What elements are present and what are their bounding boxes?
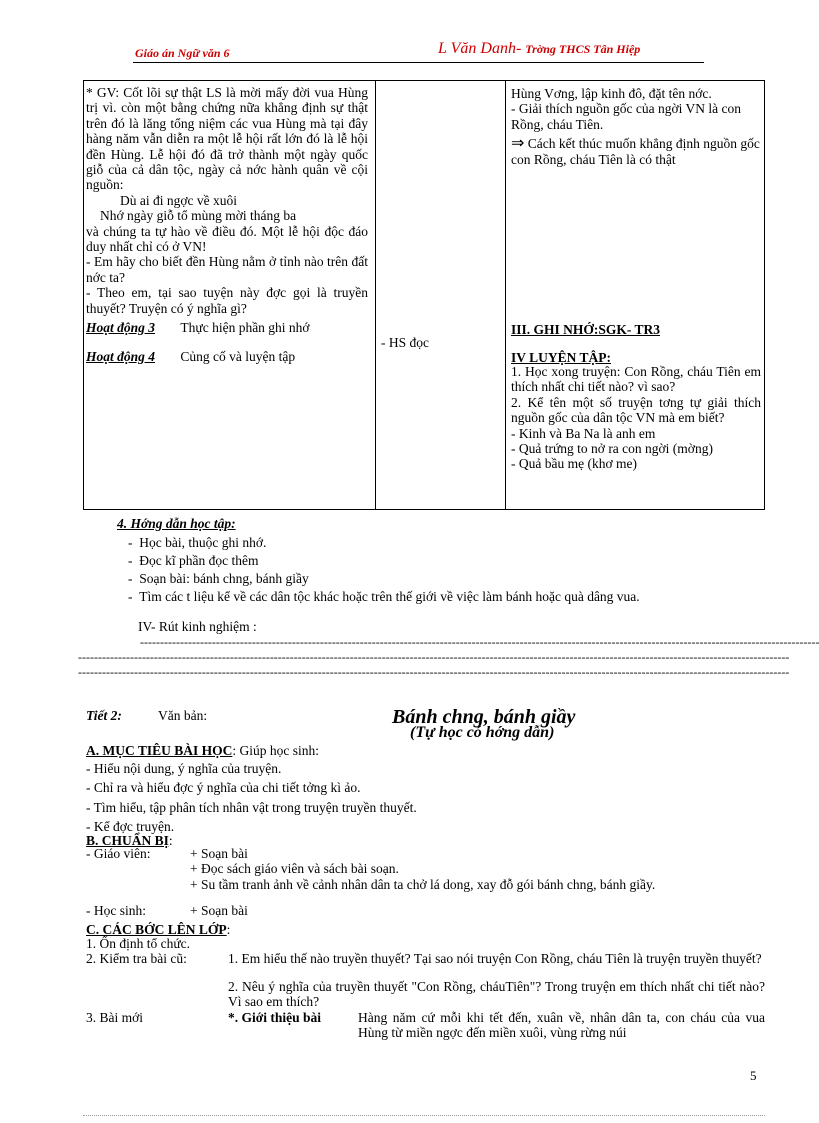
guide-item-1: Học bài, thuộc ghi nhớ.: [139, 535, 267, 550]
activity-3: [86, 320, 368, 335]
practice-q2: 2. Kể tên một số truyện tơng tự giải thích nguồn gốc của dân tộc VN mà em biết?: [511, 394, 761, 426]
section-b-heading: B. CHUẨN BỊ: [86, 833, 169, 848]
section-c-tail: :: [226, 922, 231, 937]
section-a-heading: A. MỤC TIÊU BÀI HỌC: [86, 743, 233, 758]
dotted-line-1: --------------------------------------------------------------------------------------------------------------------------------------------------------------------------: [140, 635, 819, 649]
practice-a3: - Quả bầu mẹ (khơ me): [511, 456, 637, 472]
col1-paragraph: và chúng ta tự hào về điều đó. Một lễ hội độc đáo duy nhất chỉ có ở VN!: [86, 223, 368, 255]
experience-label: IV- Rút kinh nghiệm :: [138, 619, 257, 634]
teacher-prep-2: + Đọc sách giáo viên và sách bài soạn.: [190, 861, 399, 877]
header-author: L Văn Danh-: [438, 40, 522, 57]
teacher-prep: [190, 846, 750, 892]
col3-conclusion: Cách kết thúc muốn khẳng định nguồn gốc con Rồng, cháu Tiên là có thật: [511, 136, 760, 167]
text-type-label: Văn bản:: [158, 708, 208, 723]
teacher-label: - Giáo viên:: [86, 846, 151, 861]
intro-label: *. Giới thiệu bài: [228, 1010, 321, 1025]
practice-a2: - Quả trứng to nở ra con ngời (mờng): [511, 441, 713, 457]
table-col3-bottom: [511, 364, 761, 472]
teacher-prep-3: + Su tầm tranh ảnh về cảnh nhân dân ta chở lá dong, xay đỗ gói bánh chng, bánh giầy.: [190, 876, 656, 892]
verse-line-2: Nhớ ngày giỗ tổ mùng mời tháng ba: [100, 208, 297, 224]
guide-item-2: Đọc kĩ phần đọc thêm: [139, 553, 259, 568]
step-2-q2: 2. Nêu ý nghĩa của truyền thuyết "Con Rồng, cháuTiên"? Trong truyện em thích nhất chi tiết nào? Vì sao em thích?: [228, 979, 765, 1010]
lesson-title: Bánh chng, bánh giầy: [392, 706, 576, 728]
header-right: [438, 40, 640, 58]
verse-line-1: Dù ai đi ngợc về xuôi: [120, 192, 237, 208]
table-col1: [86, 85, 368, 316]
page-bottom-border: [83, 1115, 765, 1116]
student-prep: + Soạn bài: [190, 903, 248, 918]
col3-line-2: - Giải thích nguồn gốc của ngời VN là con Rồng, cháu Tiên.: [511, 101, 741, 132]
bullet: -: [128, 535, 133, 550]
practice-q1: 1. Học xong truyện: Con Rồng, cháu Tiên em thích nhất chi tiết nào? vì sao?: [511, 364, 761, 395]
step-3-label: 3. Bài mới: [86, 1010, 144, 1025]
activity-3-label: Hoạt động 3: [86, 320, 156, 335]
section-3-heading: III. GHI NHỚ:SGK- TR3: [511, 322, 661, 337]
guide-list: [128, 534, 640, 606]
guide-heading: 4. Hớng dẫn học tập:: [117, 516, 236, 531]
table-divider-2: [505, 80, 506, 510]
section-c-heading: C. CÁC BỚC LÊN LỚP: [86, 922, 227, 937]
col1-question-2: - Theo em, tại sao tuyện này đợc gọi là truyền thuyết? Truyện có ý nghĩa gì?: [86, 285, 368, 316]
header-rule: [133, 62, 704, 63]
goal-1: - Hiểu nội dung, ý nghĩa của truyện.: [86, 761, 282, 776]
section-4-heading: IV LUYỆN TẬP:: [511, 350, 612, 365]
page-number: 5: [750, 1068, 757, 1083]
activity-4: [86, 349, 368, 364]
section-a: [86, 743, 319, 758]
bullet: -: [128, 589, 133, 604]
arrow-icon: ⇒: [511, 135, 525, 153]
intro-text: Hàng năm cứ mỗi khi tết đến, xuân về, nhân dân ta, con cháu của vua Hùng từ miền ngợc đến miền xuôi, vùng rừng núi: [358, 1010, 765, 1041]
table-divider-1: [375, 80, 376, 510]
guide-item-4: Tìm các t liệu kể về các dân tộc khác hoặc trên thế giới về việc làm bánh hoặc quà dâng vua.: [139, 589, 640, 604]
teacher-note: * GV: Cốt lõi sự thật LS là mời mấy đời vua Hùng trị vì. còn một bằng chứng nữa khẳng định sự thật trên đó là lăng tổng niệm các vua Hùng mà tại đây hàng năm vẫn diễn ra một lễ hội rất lớn đó là lễ hội đền Hùng. Lễ hội đó đã trở thành một ngày quốc giỗ của cả dân tộc, ngày cả nớc hành quân về cội nguồn:: [86, 85, 368, 193]
section-a-tail: : Giúp học sinh:: [232, 743, 320, 758]
header-school: Trờng THCS Tân Hiệp: [525, 42, 641, 56]
step-2-label: 2. Kiểm tra bài cũ:: [86, 951, 187, 966]
lesson-number: Tiết 2:: [86, 708, 122, 723]
header-left: Giáo án Ngữ văn 6: [135, 46, 230, 60]
goal-4: - Kể đợc truyện.: [86, 819, 175, 835]
teacher-prep-1: + Soạn bài: [190, 846, 248, 861]
guide-item-3: Soạn bài: bánh chng, bánh giầy: [139, 571, 309, 586]
step-1: 1. Ổn định tổ chức.: [86, 936, 191, 951]
col3-line-1: Hùng Vơng, lập kinh đô, đặt tên nớc.: [511, 86, 712, 101]
lesson-subtitle: (Tự học có hớng dẫn): [410, 724, 555, 741]
activity-3-text: Thực hiện phần ghi nhớ: [180, 320, 310, 335]
bullet: -: [128, 553, 133, 568]
dotted-line-3: ----------------------------------------------------------------------------------------------------------------------------------------------------------------------------------: [78, 665, 790, 679]
activity-4-label: Hoạt động 4: [86, 349, 156, 364]
activity-4-text: Củng cố và luyện tập: [180, 349, 296, 364]
dotted-line-2: ----------------------------------------------------------------------------------------------------------------------------------------------------------------------------------: [78, 650, 790, 664]
step-2-q1: 1. Em hiểu thế nào truyền thuyết? Tại sao nói truyện Con Rồng, cháu Tiên là truyện truyền thuyết?: [228, 951, 762, 966]
goal-3: - Tìm hiểu, tập phân tích nhân vật trong truyện truyền thuyết.: [86, 799, 417, 815]
col1-question-1: - Em hãy cho biết đền Hùng nằm ở tỉnh nào trên đất nớc ta?: [86, 254, 368, 285]
bullet: -: [128, 571, 133, 586]
student-label: - Học sinh:: [86, 903, 146, 918]
goal-2: - Chỉ ra và hiểu đợc ý nghĩa của chi tiết tởng kì ảo.: [86, 780, 361, 796]
section-b-tail: :: [168, 833, 173, 848]
goals-list: [86, 759, 417, 837]
practice-a1: - Kinh và Ba Na là anh em: [511, 425, 656, 441]
table-col3-top: [511, 86, 761, 167]
student-action: - HS đọc: [381, 335, 429, 350]
